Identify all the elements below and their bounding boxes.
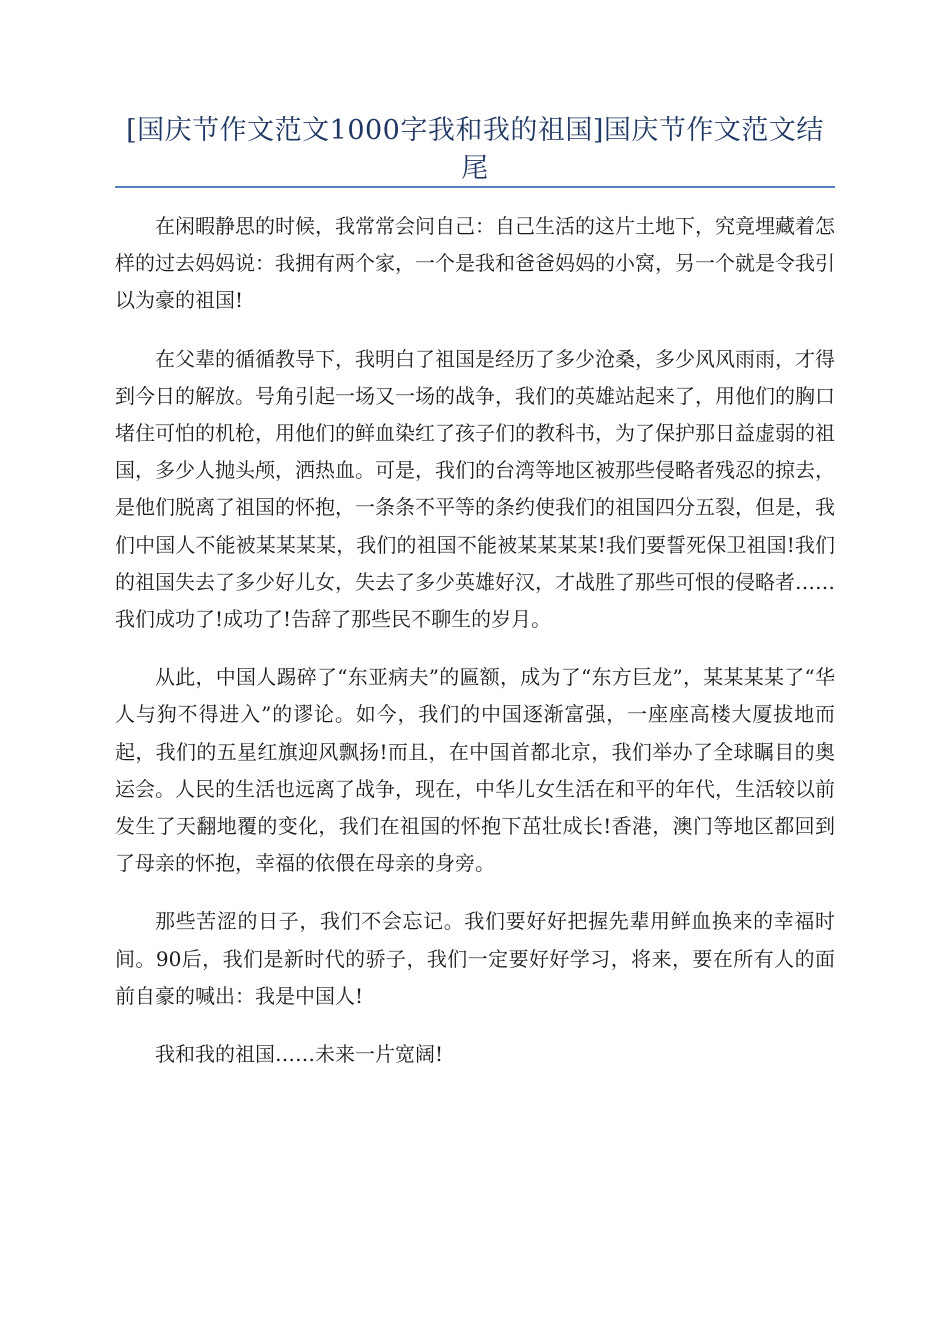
document-body [115, 208, 835, 1094]
paragraph-4: 那些苦涩的日子，我们不会忘记。我们要好好把握先辈用鲜血换来的幸福时间。90后，我们是新时代的骄子，我们一定要好好学习，将来，要在所有人的面前自豪的喊出：我是中国人! [115, 909, 835, 1008]
title-block [115, 112, 835, 188]
document-title: [国庆节作文范文1000字我和我的祖国]国庆节作文范文结尾 [126, 115, 824, 184]
paragraph-5: 我和我的祖国……未来一片宽阔! [155, 1042, 444, 1067]
paragraph-3: 从此，中国人踢碎了“东亚病夫”的匾额，成为了“东方巨龙”，某某某某了“华人与狗不得进入”的谬论。如今，我们的中国逐渐富强，一座座高楼大厦拔地而起，我们的五星红旗迎风飘扬!而且，在中国首都北京，我们举办了全球瞩目的奥运会。人民的生活也远离了战争，现在，中华儿女生活在和平的年代，生活较以前发生了天翻地覆的变化，我们在祖国的怀抱下茁壮成长!香港，澳门等地区都回到了母亲的怀抱，幸福的依偎在母亲的身旁。 [115, 665, 835, 876]
paragraph-2: 在父辈的循循教导下，我明白了祖国是经历了多少沧桑，多少风风雨雨，才得到今日的解放。号角引起一场又一场的战争，我们的英雄站起来了，用他们的胸口堵住可怕的机枪，用他们的鲜血染红了孩子们的教科书，为了保护那日益虚弱的祖国，多少人抛头颅，洒热血。可是，我们的台湾等地区被那些侵略者残忍的掠去，是他们脱离了祖国的怀抱，一条条不平等的条约使我们的祖国四分五裂，但是，我们中国人不能被某某某某，我们的祖国不能被某某某某!我们要誓死保卫祖国!我们的祖国失去了多少好儿女，失去了多少英雄好汉，才战胜了那些可恨的侵略者……我们成功了!成功了!告辞了那些民不聊生的岁月。 [115, 346, 835, 632]
title-underline [115, 186, 835, 188]
paragraph-1: 在闲暇静思的时候，我常常会问自己：自己生活的这片土地下，究竟埋藏着怎样的过去妈妈说：我拥有两个家，一个是我和爸爸妈妈的小窝，另一个就是令我引以为豪的祖国! [115, 214, 835, 313]
